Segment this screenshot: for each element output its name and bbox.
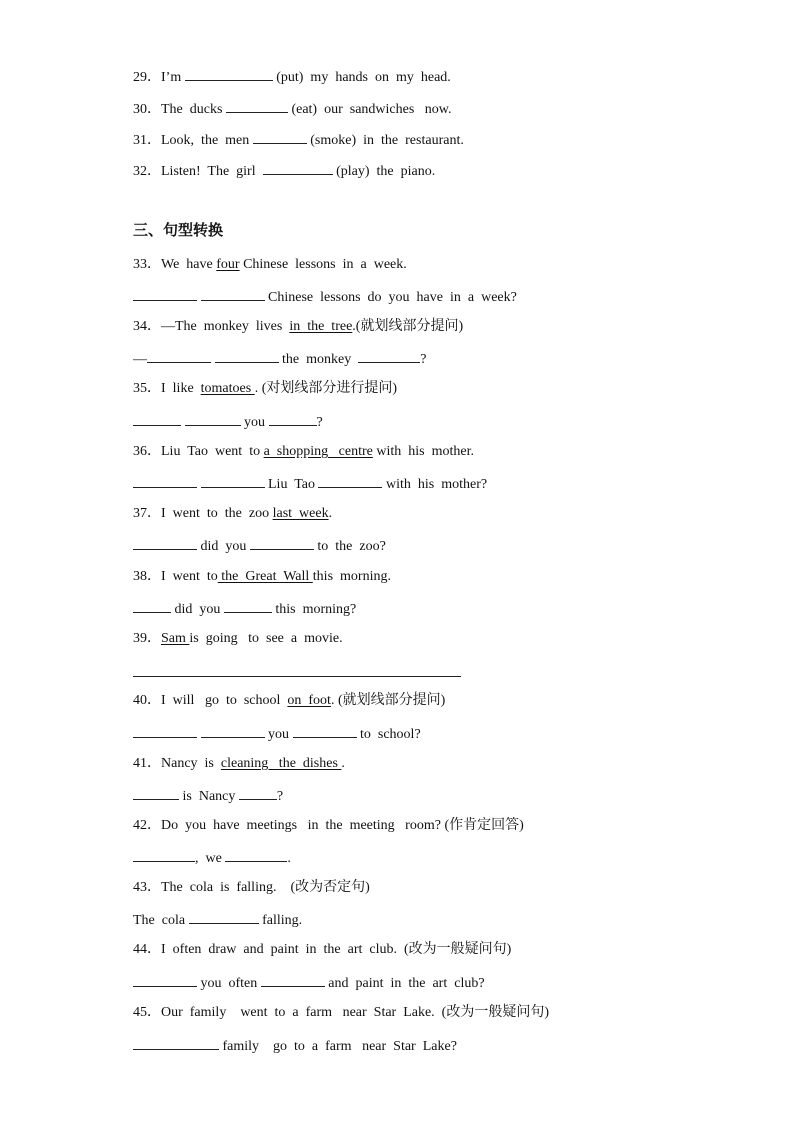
question-text: (play) the piano. [336,164,436,179]
answer-blank[interactable] [239,786,277,800]
question-42 [133,817,524,835]
question-number: 31． [133,133,161,148]
answer-blank[interactable] [133,1036,219,1050]
answer-text: did you [200,539,247,554]
answer-text: ? [420,352,427,367]
question-number: 35． [133,381,161,396]
answer-text: is Nancy [182,789,236,804]
question-text: Listen! The girl [161,164,256,179]
answer-text: , we [195,851,222,866]
answer-33 [133,287,517,307]
question-number: 30． [133,102,161,117]
question-text: (put) my hands on my head. [276,70,451,85]
question-29 [133,67,451,87]
answer-blank[interactable] [133,599,171,613]
answer-blank[interactable] [224,599,272,613]
question-text: I like [161,381,194,396]
answer-text: you [268,727,289,742]
answer-blank[interactable] [201,474,265,488]
question-text: We have [161,257,213,272]
question-text: I went to [161,569,218,584]
answer-text: and paint in the art club? [328,976,485,991]
question-number: 38． [133,569,161,584]
underlined-part: a shopping centre [263,444,373,459]
answer-blank[interactable] [201,724,265,738]
question-text: I will go to school [161,693,281,708]
answer-blank[interactable] [263,161,333,175]
question-text: Our family went to a farm near Star Lake. (改为一般疑问句) [161,1005,550,1020]
answer-text: Chinese lessons do you have in a week? [268,290,517,305]
question-number: 45． [133,1005,161,1020]
answer-40 [133,724,421,744]
question-text: I’m [161,70,182,85]
answer-blank[interactable] [133,474,197,488]
question-text: is going to see a movie. [189,631,343,646]
question-text: . [341,756,345,771]
answer-45 [133,1036,457,1056]
answer-blank[interactable] [189,910,259,924]
answer-text: Liu Tao [268,477,315,492]
question-41 [133,755,345,773]
answer-text: The cola [133,913,186,928]
question-43 [133,879,370,897]
question-number: 39． [133,631,161,646]
answer-blank[interactable] [358,349,420,363]
answer-blank[interactable] [225,848,287,862]
question-45 [133,1004,549,1022]
question-number: 34． [133,319,161,334]
question-text: Nancy is [161,756,214,771]
answer-text: . [287,851,291,866]
question-text: I often draw and paint in the art club. (改为一般疑问句) [161,942,512,957]
question-text: . [328,506,333,521]
question-text: Do you have meetings in the meeting room? (作肯定回答) [161,818,524,833]
question-number: 44． [133,942,161,957]
question-text: I went to the zoo [161,506,270,521]
question-text: Look, the men [161,133,250,148]
question-number: 41． [133,756,161,771]
question-37 [133,505,332,523]
answer-text: to school? [360,727,421,742]
underlined-part: the Great Wall [217,569,313,584]
answer-text: with his mother? [385,477,488,492]
question-text: (smoke) in the restaurant. [310,133,464,148]
answer-blank[interactable] [133,848,195,862]
question-40 [133,692,445,710]
question-number: 32． [133,164,161,179]
answer-text: ? [316,415,323,430]
question-text: —The monkey lives [161,319,283,334]
answer-blank[interactable] [215,349,279,363]
answer-text: the monkey [282,352,352,367]
section-title: 三、句型转换 [133,223,224,239]
underlined-part: four [216,257,240,272]
answer-text: ? [276,789,284,804]
answer-text: — [133,352,147,367]
answer-text: you [244,415,265,430]
question-number: 33． [133,257,161,272]
question-32 [133,161,435,181]
answer-blank[interactable] [226,99,288,113]
question-36 [133,443,474,461]
answer-44 [133,973,485,993]
answer-37 [133,536,386,556]
question-30 [133,99,451,119]
answer-blank[interactable] [133,536,197,550]
answer-blank[interactable] [201,287,265,301]
answer-blank[interactable] [133,724,197,738]
question-number: 37． [133,506,161,521]
answer-42 [133,848,291,868]
question-number: 29． [133,70,161,85]
answer-43 [133,910,302,930]
answer-blank[interactable] [133,412,181,426]
answer-text: falling. [262,913,303,928]
question-text: with his mother. [376,444,474,459]
underlined-part: tomatoes [200,381,255,396]
answer-text: family go to a farm near Star Lake? [222,1039,457,1054]
question-31 [133,130,464,150]
answer-blank[interactable] [253,130,307,144]
question-33 [133,256,407,274]
answer-text: did you [174,602,221,617]
answer-blank[interactable] [147,349,211,363]
question-text: Liu Tao went to [161,444,261,459]
question-44 [133,941,511,959]
question-35 [133,380,397,398]
question-number: 43． [133,880,161,895]
question-text: . (就划线部分提问) [330,693,446,708]
answer-text: this morning? [275,602,357,617]
answer-blank[interactable] [133,287,197,301]
question-text: .(就划线部分提问) [352,319,464,334]
answer-35 [133,412,323,432]
answer-blank[interactable] [133,786,179,800]
question-number: 40． [133,693,161,708]
question-number: 36． [133,444,161,459]
underlined-part: Sam [161,631,190,646]
answer-blank[interactable] [293,724,357,738]
answer-34 [133,349,426,369]
answer-blank[interactable] [185,67,273,81]
answer-blank[interactable] [133,973,197,987]
question-text: this morning. [312,569,391,584]
underlined-part: last week [272,506,329,521]
question-text: The cola is falling. (改为否定句) [161,880,370,895]
question-34 [133,318,463,336]
answer-line-39[interactable] [133,676,461,677]
question-text: The ducks [161,102,223,117]
question-text: . (对划线部分进行提问) [254,381,398,396]
answer-blank[interactable] [269,412,317,426]
answer-text: you often [200,976,258,991]
answer-41 [133,786,283,806]
question-38 [133,568,391,586]
question-text: (eat) our sandwiches now. [291,102,452,117]
underlined-part: cleaning the dishes [220,756,342,771]
answer-38 [133,599,356,619]
question-text: Chinese lessons in a week. [243,257,407,272]
answer-blank[interactable] [250,536,314,550]
underlined-part: in the tree [289,319,353,334]
answer-blank[interactable] [261,973,325,987]
question-39 [133,630,343,648]
answer-text: to the zoo? [317,539,386,554]
question-number: 42． [133,818,161,833]
answer-36 [133,474,487,494]
underlined-part: on foot [287,693,331,708]
answer-blank[interactable] [185,412,241,426]
answer-blank[interactable] [318,474,382,488]
